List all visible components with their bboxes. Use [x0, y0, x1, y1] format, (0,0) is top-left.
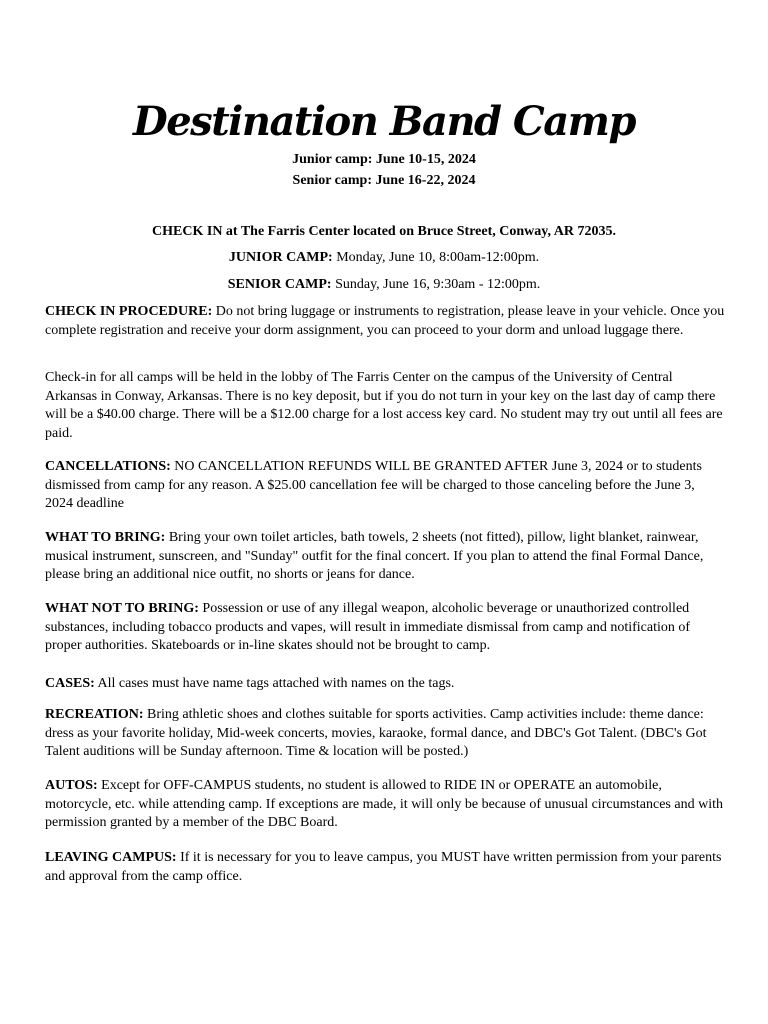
- senior-check-in-label: SENIOR CAMP:: [227, 277, 332, 292]
- junior-camp-dates: Junior camp: June 10-15, 2024: [292, 152, 476, 167]
- check-in-procedure-label: CHECK IN PROCEDURE:: [45, 304, 213, 319]
- what-to-bring-label: WHAT TO BRING:: [45, 530, 166, 545]
- recreation-text: Bring athletic shoes and clothes suitable for sports activities. Camp activities include: theme dance: dress as your favorite holiday, Mid-week concerts, movies, karaoke, formal dance, and DBC's Got Talent. (DBC's Got Talent auditions will be Sunday afternoon. Time & location will be posted.): [45, 707, 707, 759]
- junior-check-in: [0, 249, 768, 267]
- check-in-location: CHECK IN at The Farris Center located on Bruce Street, Conway, AR 72035.: [152, 224, 616, 239]
- junior-check-in-label: JUNIOR CAMP:: [228, 250, 333, 265]
- cancellations-paragraph: [45, 458, 725, 514]
- cancellations-text: NO CANCELLATION REFUNDS WILL BE GRANTED AFTER June 3, 2024 or to students dismissed from camp for any reason. A $25.00 cancellation fee will be charged to those canceling before the June 3, 2024 deadline: [45, 459, 702, 511]
- what-not-to-bring-label: WHAT NOT TO BRING:: [45, 601, 199, 616]
- check-in-info-text: Check-in for all camps will be held in the lobby of The Farris Center on the campus of the University of Central Arkansas in Conway, Arkansas. There is no key deposit, but if you do not turn in your key on the last day of camp there will be a $40.00 charge. There will be a $12.00 charge for a lost access key card. No student may try out until all fees are paid.: [45, 370, 723, 441]
- cancellations-label: CANCELLATIONS:: [45, 459, 171, 474]
- what-to-bring-text: Bring your own toilet articles, bath towels, 2 sheets (not fitted), pillow, light blanket, rainwear, musical instrument, sunscreen, and "Sunday" outfit for the final concert. If you plan to attend the final Formal Dance, please bring an additional nice outfit, no shorts or jeans for dance.: [45, 530, 704, 582]
- cases-paragraph: [45, 675, 725, 694]
- what-to-bring-paragraph: [45, 529, 725, 585]
- cases-label: CASES:: [45, 676, 95, 691]
- recreation-label: RECREATION:: [45, 707, 144, 722]
- autos-paragraph: [45, 777, 725, 833]
- autos-label: AUTOS:: [45, 778, 98, 793]
- recreation-paragraph: [45, 706, 725, 762]
- check-in-procedure-paragraph: [45, 303, 725, 340]
- cases-text: All cases must have name tags attached with names on the tags.: [94, 676, 455, 691]
- check-in-procedure-text: Do not bring luggage or instruments to registration, please leave in your vehicle. Once you complete registration and receive your dorm assignment, you can proceed to your dorm and unload luggage there.: [45, 304, 725, 338]
- senior-check-in-time: Sunday, June 16, 9:30am - 12:00pm.: [331, 277, 541, 292]
- check-in-info-paragraph: [45, 369, 725, 443]
- senior-camp-dates: Senior camp: June 16-22, 2024: [292, 173, 476, 188]
- autos-text: Except for OFF-CAMPUS students, no student is allowed to RIDE IN or OPERATE an automobile, motorcycle, etc. while attending camp. If exceptions are made, it will only be because of unusual circumstances and with permission granted by a member of the DBC Board.: [45, 778, 723, 830]
- leaving-campus-label: LEAVING CAMPUS:: [45, 850, 177, 865]
- leaving-campus-text: If it is necessary for you to leave campus, you MUST have written permission from your parents and approval from the camp office.: [45, 850, 722, 884]
- senior-check-in: [0, 276, 768, 294]
- what-not-to-bring-text: Possession or use of any illegal weapon, alcoholic beverage or unauthorized controlled substances, including tobacco products and vapes, will result in immediate dismissal from camp and notification of proper authorities. Skateboards or in-line skates should not be brought to camp.: [45, 601, 691, 653]
- document-title: Destination Band Camp: [133, 98, 635, 145]
- leaving-campus-paragraph: [45, 849, 725, 886]
- junior-check-in-time: Monday, June 10, 8:00am-12:00pm.: [332, 250, 540, 265]
- what-not-to-bring-paragraph: [45, 600, 725, 656]
